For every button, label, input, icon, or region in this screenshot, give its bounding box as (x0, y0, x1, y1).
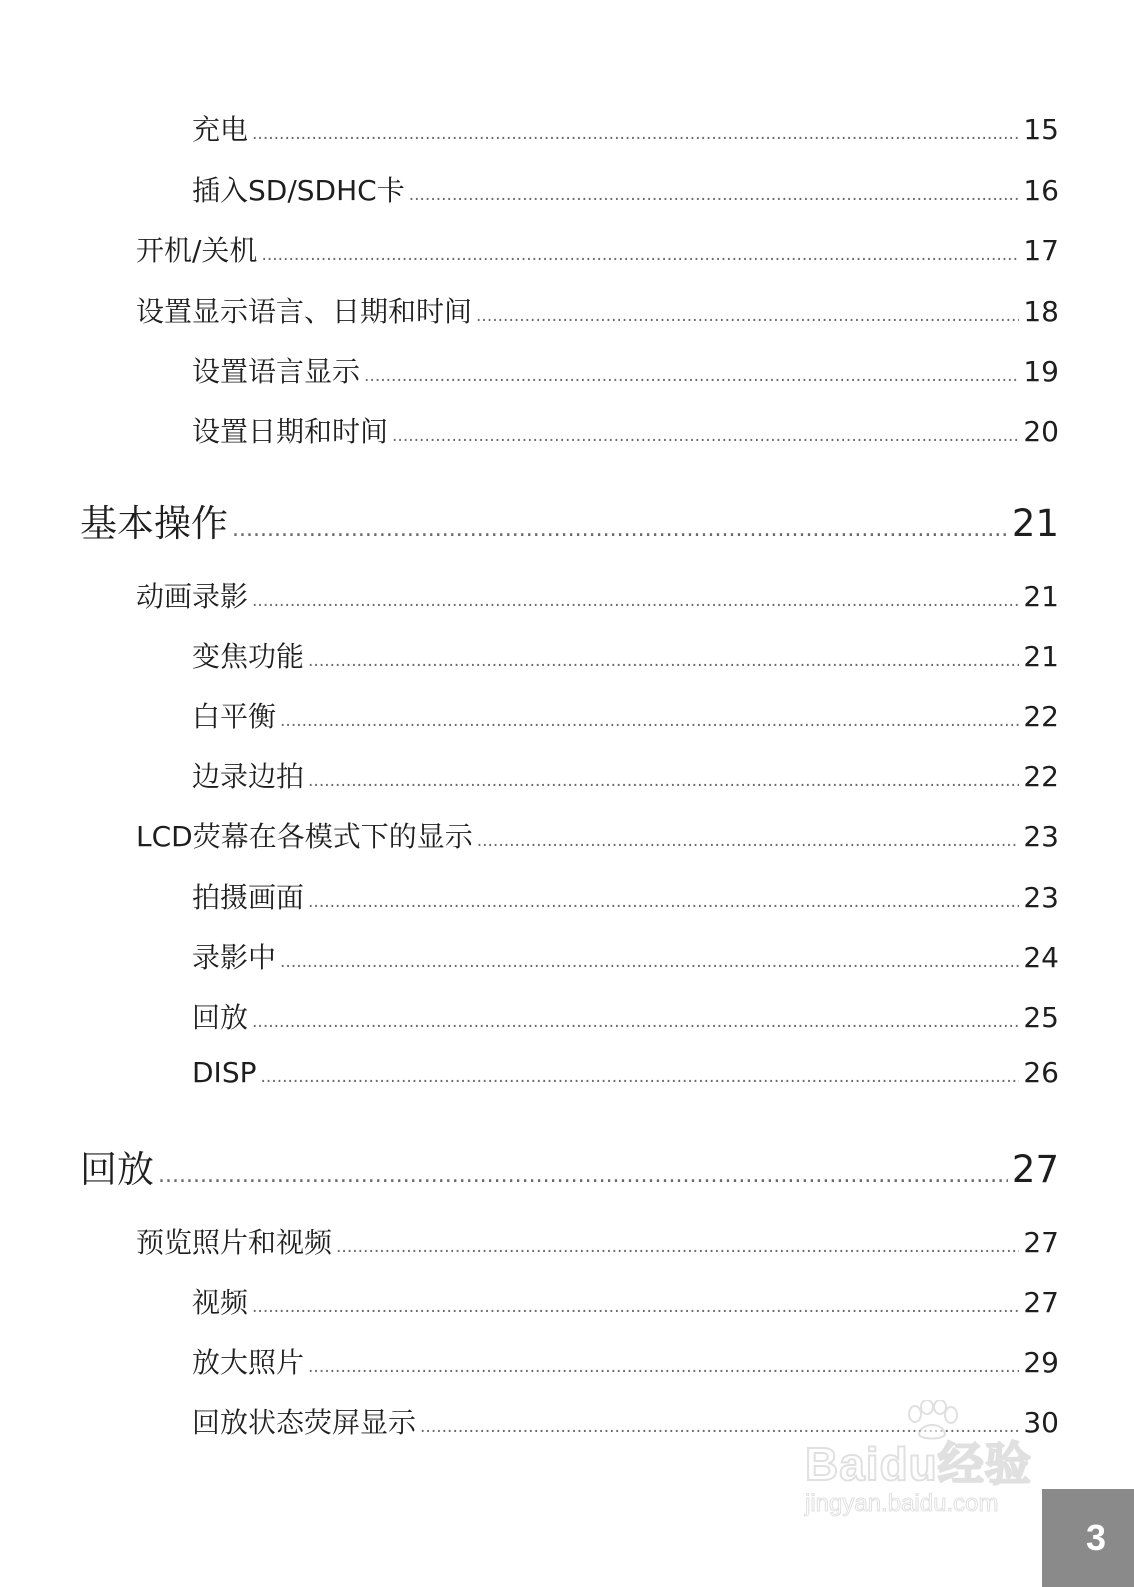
toc-entry-page: 26 (1023, 1056, 1059, 1089)
toc-chapter-page: 21 (1011, 502, 1059, 545)
toc-chapter-title: 回放 (80, 1148, 154, 1191)
toc-entry (136, 575, 1059, 615)
toc-entry (192, 1056, 1059, 1089)
toc-entry-title: 设置显示语言、日期和时间 (136, 295, 473, 328)
toc-entry (192, 635, 1059, 675)
toc-entry (192, 169, 1059, 209)
toc-entry (192, 695, 1059, 735)
toc-leader-dots (158, 1163, 1008, 1188)
toc-leader-dots (308, 651, 1019, 671)
toc-leader-dots (252, 1297, 1019, 1317)
toc-leader-dots (280, 952, 1019, 972)
toc-entry-page: 29 (1023, 1346, 1059, 1379)
toc-entry-page: 21 (1023, 580, 1059, 613)
watermark-brand: Baidu经验 (805, 1438, 1032, 1490)
toc-entry (192, 350, 1059, 390)
toc-entry-title: 设置日期和时间 (192, 415, 389, 448)
toc-entry-title: 回放 (192, 1001, 249, 1034)
toc-entry (192, 410, 1059, 450)
toc-entry-page: 17 (1023, 234, 1059, 267)
toc-chapter-title: 基本操作 (80, 502, 228, 545)
toc-leader-dots (252, 1012, 1019, 1032)
toc-entry-title: 录影中 (192, 941, 277, 974)
toc-entry (192, 996, 1059, 1036)
toc-entry-title: 视频 (192, 1286, 249, 1319)
toc-entry-page: 25 (1023, 1001, 1059, 1034)
watermark-url: jingyan.baidu.com (805, 1490, 999, 1517)
toc-entry-title: 充电 (192, 113, 249, 146)
toc-leader-dots (308, 771, 1019, 791)
toc-leader-dots (409, 185, 1020, 205)
toc-leader-dots (364, 366, 1019, 386)
toc-entry-title: LCD荧幕在各模式下的显示 (136, 820, 473, 853)
toc-entry-page: 16 (1023, 174, 1059, 207)
toc-entry-title: 设置语言显示 (192, 355, 361, 388)
toc-entry-page: 24 (1023, 941, 1059, 974)
toc-entry-page: 22 (1023, 760, 1059, 793)
toc-entry-title: 插入SD/SDHC卡 (192, 174, 405, 207)
toc-entry-page: 22 (1023, 700, 1059, 733)
toc-leader-dots (280, 711, 1019, 731)
toc-chapter-entry (80, 1139, 1059, 1193)
toc-leader-dots (336, 1237, 1019, 1257)
toc-entry-page: 21 (1023, 640, 1059, 673)
toc-chapter-page: 27 (1011, 1148, 1059, 1191)
toc-entry-title: 开机/关机 (136, 234, 258, 267)
page-number: 3 (1085, 1517, 1107, 1558)
toc-entry-title: 边录边拍 (192, 760, 305, 793)
toc-chapter-entry (80, 493, 1059, 547)
toc-entry (136, 290, 1059, 330)
toc-entry-page: 19 (1023, 355, 1059, 388)
toc-entry-title: 白平衡 (192, 700, 277, 733)
toc-entry-title: 放大照片 (192, 1346, 305, 1379)
toc-entry (192, 1341, 1059, 1381)
toc-entry (192, 1281, 1059, 1321)
toc-entry (136, 815, 1059, 855)
toc-leader-dots (260, 1067, 1019, 1087)
toc-leader-dots (308, 892, 1019, 912)
toc-leader-dots (392, 426, 1019, 446)
toc-entry-title: 预览照片和视频 (136, 1226, 333, 1259)
toc-leader-dots (476, 306, 1019, 326)
toc-leader-dots (232, 517, 1008, 542)
toc-leader-dots (308, 1357, 1019, 1377)
toc-entry (136, 1221, 1059, 1261)
toc-entry-page: 15 (1023, 113, 1059, 146)
toc-entry-page: 20 (1023, 415, 1059, 448)
toc-entry-page: 23 (1023, 881, 1059, 914)
toc-entry-page: 27 (1023, 1226, 1059, 1259)
toc-entry (136, 229, 1059, 269)
toc-entry-title: 拍摄画面 (192, 881, 305, 914)
baidu-jingyan-watermark (805, 1400, 1065, 1540)
toc-entry-page: 27 (1023, 1286, 1059, 1319)
toc-entry-title: 变焦功能 (192, 640, 305, 673)
toc-entry-page: 18 (1023, 295, 1059, 328)
page-number-tab (1042, 1489, 1134, 1587)
toc-entry-title: DISP (192, 1056, 257, 1089)
toc-leader-dots (261, 245, 1019, 265)
toc-entry (192, 876, 1059, 916)
toc-entry (192, 108, 1059, 148)
toc-entry-page: 23 (1023, 820, 1059, 853)
toc-leader-dots (252, 591, 1019, 611)
toc-leader-dots (477, 831, 1020, 851)
toc-leader-dots (252, 124, 1019, 144)
toc-entry-title: 动画录影 (136, 580, 249, 613)
toc-entry (192, 936, 1059, 976)
toc-entry-title: 回放状态荧屏显示 (192, 1406, 417, 1439)
toc-entry (192, 755, 1059, 795)
toc-entry-page: 30 (1023, 1406, 1059, 1439)
